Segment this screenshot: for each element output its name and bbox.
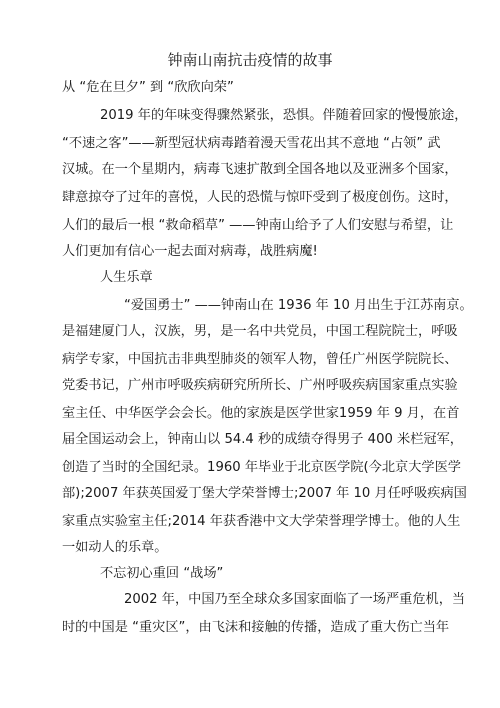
paragraph-line: 肆意掠夺了过年的喜悦，人民的恐慌与惊吓受到了极度创伤。这时，	[62, 190, 458, 205]
paragraph-line: 部);2007 年获英国爱丁堡大学荣誉博士;2007 年 10 月任呼吸疾病国	[62, 486, 467, 501]
paragraph-line: 人们的最后一根 “救命稻草” ——钟南山给予了人们安慰与希望，让	[62, 218, 454, 233]
document-title: 钟南山南抗击疫情的故事	[167, 51, 333, 69]
paragraph-line: 2019 年的年味变得骤然紧张，恐惧。伴随着回家的慢慢旅途，	[100, 108, 468, 123]
paragraph-line: 汉城。在一个星期内，病毒飞速扩散到全国各地以及亚洲多个国家，	[62, 162, 458, 177]
paragraph-line: 时的中国是 “重灾区”，由飞沫和接触的传播，造成了重大伤亡当年	[62, 620, 450, 635]
paragraph-line: 病学专家，中国抗击非典型肺炎的领军人物，曾任广州医学院院长、	[62, 352, 458, 367]
section-heading-return-to-battlefield: 不忘初心重回 “战场”	[100, 566, 224, 581]
paragraph-line: 创造了当时的全国纪录。1960 年毕业于北京医学院(今北京大学医学	[62, 460, 461, 475]
paragraph-line: “爱国勇士” ——钟南山在 1936 年 10 月出生于江苏南京。	[124, 298, 473, 313]
section-heading-life-movement: 人生乐章	[100, 270, 153, 285]
paragraph-line: 是福建厦门人，汉族，男，是一名中共党员，中国工程院院士，呼吸	[62, 324, 458, 339]
paragraph-line: 届全国运动会上，钟南山以 54.4 秒的成绩夺得男子 400 米栏冠军，	[62, 432, 463, 447]
paragraph-line: 2002 年，中国乃至全球众多国家面临了一场严重危机，当	[124, 592, 466, 607]
paragraph-line: 人们更加有信心一起去面对病毒，战胜病魔!	[62, 244, 318, 259]
paragraph-line: 家重点实验室主任;2014 年获香港中文大学荣誉理学博士。他的人生	[62, 514, 461, 529]
subtitle-from-danger-to-prosperity: 从 “危在旦夕” 到 “欣欣向荣”	[62, 80, 234, 95]
paragraph-line: 室主任、中华医学会会长。他的家族是医学世家1959 年 9 月，在首	[62, 406, 460, 421]
paragraph-line: 一如动人的乐章。	[62, 540, 168, 555]
paragraph-line: 党委书记，广州市呼吸疾病研究所所长、广州呼吸疾病国家重点实验	[62, 378, 458, 393]
paragraph-line: “不速之客”——新型冠状病毒踏着漫天雪花出其不意地 “占领” 武	[62, 136, 441, 151]
